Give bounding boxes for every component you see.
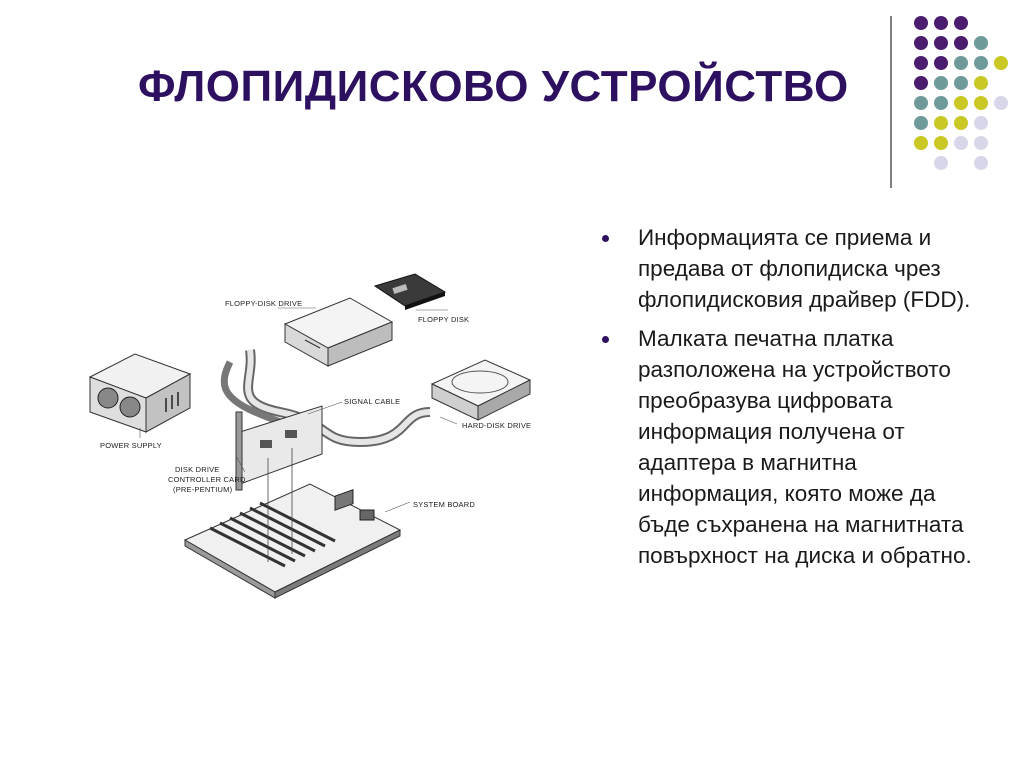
decor-dot (974, 116, 988, 130)
label-controller-card-1: DISK DRIVE (175, 465, 220, 474)
decor-dot (974, 96, 988, 110)
decor-dot (974, 36, 988, 50)
decor-dot (954, 76, 968, 90)
label-floppy-disk: FLOPPY DISK (418, 315, 470, 324)
decor-dot (974, 156, 988, 170)
decor-dot (954, 116, 968, 130)
hard-disk-illustration (432, 360, 530, 420)
label-controller-card-2: CONTROLLER CARD (168, 475, 246, 484)
decor-dot (954, 96, 968, 110)
decor-dot (914, 96, 928, 110)
decor-dot (914, 136, 928, 150)
decor-dot (994, 96, 1008, 110)
decor-dot (914, 16, 928, 30)
label-controller-card-3: (PRE-PENTIUM) (173, 485, 233, 494)
bullet-list (600, 222, 980, 579)
decor-dot (934, 116, 948, 130)
decor-dot (934, 96, 948, 110)
decor-dot (954, 36, 968, 50)
decor-dot (994, 56, 1008, 70)
decor-dot (974, 76, 988, 90)
label-signal-cable: SIGNAL CABLE (344, 397, 401, 406)
decor-dot (934, 156, 948, 170)
slide-title: ФЛОПИДИСКОВО УСТРОЙСТВО (138, 62, 849, 111)
decorative-dot-grid (900, 10, 1010, 170)
label-system-board: SYSTEM BOARD (413, 500, 475, 509)
pc-components-diagram (80, 262, 570, 642)
decor-dot (954, 16, 968, 30)
bullet-item: Информацията се приема и предава от флопидиска чрез флопидисковия драйвер (FDD). (600, 222, 980, 315)
decor-dot (954, 56, 968, 70)
decor-dot (974, 136, 988, 150)
decor-dot (974, 56, 988, 70)
decor-dot (914, 56, 928, 70)
decor-dot (914, 76, 928, 90)
label-power-supply: POWER SUPPLY (100, 441, 162, 450)
decor-dot (934, 56, 948, 70)
bullet-item: Малката печатна платка разположена на устройството преобразува цифровата информация получена от адаптера в магнитна информация, която може да бъде съхранена на магнитната повърхност на диска и обратно. (600, 323, 980, 571)
decor-dot (914, 36, 928, 50)
decorative-divider (890, 16, 892, 188)
decor-dot (954, 136, 968, 150)
label-hard-disk-drive: HARD-DISK DRIVE (462, 421, 532, 430)
decor-dot (934, 36, 948, 50)
floppy-disk-illustration (375, 274, 445, 310)
power-supply-illustration (90, 354, 190, 432)
decor-dot (934, 76, 948, 90)
label-floppy-disk-drive: FLOPPY-DISK DRIVE (225, 299, 303, 308)
decor-dot (934, 16, 948, 30)
decor-dot (914, 116, 928, 130)
decor-dot (934, 136, 948, 150)
